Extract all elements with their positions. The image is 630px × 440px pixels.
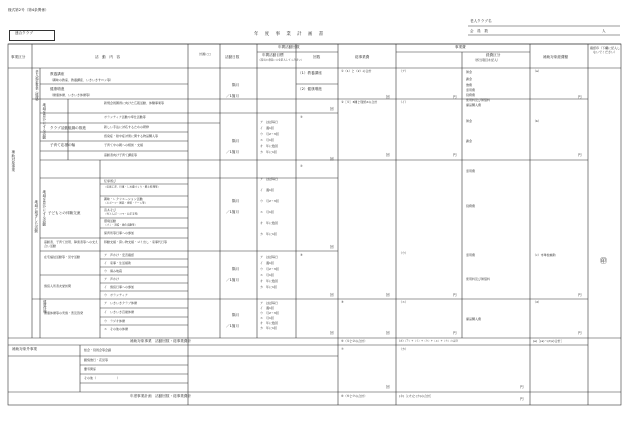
cost-non-unit: 円 bbox=[520, 385, 524, 389]
cost-grand-unit: 円 bbox=[520, 397, 524, 401]
friend-item-9: 保育所等行事への参加 bbox=[104, 231, 135, 235]
count-unit-5: 回 bbox=[330, 331, 334, 335]
section-non-subsidy: 補助対象外事業 bbox=[12, 347, 38, 351]
exp-b-1: 賃金 bbox=[466, 119, 473, 123]
target-c3: ウ 月2～3回 bbox=[260, 199, 279, 203]
exp-a-5: 役務費 bbox=[466, 93, 476, 97]
days-4: 隔月 bbox=[232, 267, 240, 271]
friend-item-1: 伝承遊び bbox=[104, 179, 117, 183]
elderly-item-1: 移動支援・買い物支援・ゴミ出し・家事代行等 bbox=[104, 240, 168, 244]
row-local-safety: 在宅福祉活動等・見守活動 bbox=[44, 255, 81, 259]
section-subsidy: 補助対象事業 bbox=[11, 150, 16, 172]
non-item-2: 観察旅行・花見等 bbox=[84, 358, 109, 362]
row-education: 教養講座 bbox=[50, 72, 65, 76]
count-total-3-unit: 回 bbox=[386, 293, 390, 297]
target-e2: イ 週1回 bbox=[260, 306, 274, 310]
row-health-promo: 健康増進 bbox=[50, 87, 65, 91]
exp-c-1: 需用費 bbox=[466, 253, 476, 257]
member-count-label: 会 員 数 bbox=[470, 29, 488, 33]
non-item-3: 慶弔関係 bbox=[84, 367, 97, 371]
exp-a-2: 謝金 bbox=[466, 77, 473, 81]
local-item-3: ウ 傷み地蔵 bbox=[104, 269, 123, 273]
cost-b-unit: 円 bbox=[453, 153, 457, 157]
non-item-4: その他（ ） bbox=[84, 376, 121, 380]
target-b3: ウ 月2～3回 bbox=[260, 132, 279, 136]
target-c4: エ 月1回 bbox=[260, 210, 274, 214]
exp-b-2: 謝金 bbox=[466, 139, 473, 143]
form-number: 様式第2号（第4条関係） bbox=[8, 8, 49, 12]
header-annual-note: （該当の項目に○を記入してください） bbox=[258, 58, 304, 62]
health-item-1: ア いきいきクラブ体操 bbox=[104, 301, 138, 305]
per-month-2: ／1箇月 bbox=[226, 150, 240, 154]
per-month-3: ／1箇月 bbox=[226, 210, 240, 214]
section-health-b: 健康体操 bbox=[42, 300, 47, 313]
subsidy-a: （a） bbox=[533, 69, 541, 73]
exp-b-3: 需用費 bbox=[466, 169, 476, 173]
header-subsidy-amount: 補助対象経費額 bbox=[543, 55, 569, 59]
header-expense-items: 経費区分 bbox=[486, 53, 501, 57]
days-5: 隔月 bbox=[232, 313, 240, 317]
subsidy-b-unit: 円 bbox=[578, 153, 582, 157]
friend-item-6: （竹とんぼ・コマ・お手玉等） bbox=[104, 212, 140, 216]
row-health-note: （健康体操、いきいき体操等） bbox=[50, 93, 93, 97]
target-d2: イ 週1回 bbox=[260, 261, 274, 265]
facility-item-2: イ 施設行事への参加 bbox=[104, 285, 135, 289]
subsidy-subtotal: (e)［(a)～(d)の合計］ bbox=[533, 339, 564, 343]
target-e6: カ 年に1回 bbox=[260, 326, 277, 330]
target-d1: ア ほぼ毎日 bbox=[260, 255, 279, 259]
count-subtotal: ⑥（①と②の合計） bbox=[341, 339, 368, 343]
health-item-3: ウ ラジオ体操 bbox=[104, 319, 126, 323]
club-item-2: ボランティア活動や奉仕活動等 bbox=[104, 115, 146, 119]
friend-item-7: 環境活動 bbox=[104, 219, 117, 223]
count-total-1: ①（1）と（2）の合計 bbox=[341, 69, 372, 73]
exp-a-4: 需用費 bbox=[466, 88, 476, 92]
row-elderly-support: 高齢者、子育て世帯、障害者等への支え合い活動 bbox=[44, 240, 99, 248]
count-grand: ⑧（⑥と⑦の合計） bbox=[341, 394, 368, 398]
facility-item-3: ウ ボランティア bbox=[104, 293, 128, 297]
exp-a-6: 使用料及び賃借料 bbox=[466, 98, 491, 102]
target-d3: ウ 月2～3回 bbox=[260, 267, 279, 271]
health-item-4: エ その他の体操 bbox=[104, 327, 129, 331]
count-marker-4: ⑤ bbox=[300, 253, 303, 257]
facility-item-1: ア 声かけ bbox=[104, 277, 120, 281]
target-b4: エ 月1回 bbox=[260, 138, 274, 142]
friend-item-8: （ゴミ・清掃・緑化活動等） bbox=[104, 223, 138, 227]
section-friendship-a: 地域を豊かにする活動 bbox=[42, 103, 47, 139]
subsidy-c: （c）市単独補助 bbox=[533, 253, 556, 257]
cost-c-unit: 円 bbox=[453, 293, 457, 297]
count-unit-3: 回 bbox=[330, 245, 334, 249]
exp-c-2: 使用料及び賃借料 bbox=[466, 277, 491, 281]
days-1: 隔月 bbox=[232, 83, 240, 87]
days-3: 隔月 bbox=[232, 199, 240, 203]
confirm-seal-icon: ㊞ bbox=[600, 257, 607, 265]
exp-a-1: 賃金 bbox=[466, 70, 473, 74]
count-total-2: ②［①］3種と別紙2の合計 bbox=[341, 100, 378, 104]
count-marker-3: ④ bbox=[300, 164, 303, 168]
count-marker-2: ③ bbox=[300, 115, 303, 119]
non-item-1: 総会・役員会等会議 bbox=[84, 348, 112, 352]
per-month-4: ／1箇月 bbox=[226, 278, 240, 282]
count-non: ⑦ bbox=[341, 347, 344, 351]
support-item-1: 子育て中の親への相談・支援 bbox=[104, 143, 144, 147]
subsidy-d-unit: 円 bbox=[578, 331, 582, 335]
support-item-2: 高齢者向け子育て講座等 bbox=[104, 153, 138, 157]
subsidy-d: （d） bbox=[533, 300, 541, 304]
exp-d-1: 備品購入費 bbox=[466, 317, 482, 321]
row-friendship-exchange: 子どもとの体験交流 bbox=[48, 211, 81, 215]
row-club-activity: クラブ活動組織の推進 bbox=[50, 126, 86, 130]
target-c6: カ 年に1回 bbox=[260, 232, 277, 236]
target-d4: エ 月1回 bbox=[260, 273, 274, 277]
exp-a-3: 旅費 bbox=[466, 83, 473, 87]
target-e4: エ 月1回 bbox=[260, 316, 274, 320]
cost-subtotal: (オ)（ア）+（イ）+（ウ）+（エ）+（カ）の合計 bbox=[399, 339, 458, 343]
target-b5: オ 年に数回 bbox=[260, 144, 279, 148]
friend-item-5: 昔あそび bbox=[104, 208, 117, 212]
target-c1: ア ほぼ毎日 bbox=[260, 177, 279, 181]
target-e1: ア ほぼ毎日 bbox=[260, 301, 279, 305]
per-month-1: ／1箇月 bbox=[226, 94, 240, 98]
exp-b-4: 役務費 bbox=[466, 204, 476, 208]
cost-grand: (キ)［(オ)と(カ)の合計］ bbox=[399, 394, 434, 398]
club-item-4: 感染症・熱中症対策に関する物品購入等 bbox=[104, 134, 159, 138]
club-item-1: 新規会員獲得に向けた広報活動、体験事業等 bbox=[104, 101, 165, 105]
header-expense-note: （該当項目を記入） bbox=[473, 58, 501, 62]
count-total-4: ⑤ bbox=[341, 300, 344, 304]
subsidy-b: （b） bbox=[533, 119, 541, 123]
subtotal-label: 補助対象事業 活動回数・総事業費計 bbox=[130, 339, 192, 343]
local-item-1: ア 声かけ・安否確認 bbox=[104, 253, 135, 257]
section-health: 老人福祉事業（健康） bbox=[34, 70, 39, 103]
page-title: 年 度 事 業 計 画 書 bbox=[254, 32, 325, 37]
section-community: 地域に根ざした活動 bbox=[34, 200, 39, 233]
grand-total-label: 年度事業計画 活動回数・総事業費計 bbox=[130, 394, 192, 398]
subsidy-c-unit: 円 bbox=[578, 293, 582, 297]
count-total-2-unit: 回 bbox=[386, 153, 390, 157]
per-month-5: ／1箇月 bbox=[226, 324, 240, 328]
header-annual-count: 年間活動回数 bbox=[278, 45, 300, 49]
count-non-unit: 回 bbox=[386, 385, 390, 389]
target-d5: オ 年に数回 bbox=[260, 279, 279, 283]
row-health-mgmt: 健康体操等の実施・普及啓発 bbox=[44, 311, 84, 315]
cost-d-unit: 円 bbox=[453, 331, 457, 335]
header-days: 活動日数 bbox=[225, 55, 240, 59]
exp-a-7: 備品購入費 bbox=[466, 103, 482, 107]
target-b2: イ 週1回 bbox=[260, 126, 274, 130]
target-b6: カ 年に1回 bbox=[260, 150, 277, 154]
target-a1: （1）教養講座 bbox=[298, 71, 322, 75]
header-plan: 計画に□ bbox=[199, 52, 211, 56]
target-c5: オ 年に数回 bbox=[260, 221, 279, 225]
target-d6: カ 年に1回 bbox=[260, 285, 277, 289]
header-count: 回数 bbox=[313, 55, 321, 59]
header-category: 事業区分 bbox=[11, 55, 26, 59]
club-item-3: 新しい手法に対応するための研修 bbox=[104, 125, 150, 129]
friend-item-2: （伝統工芸、行事・しめ縄づくり・郷土料理等） bbox=[104, 185, 161, 189]
count-unit-1: 回 bbox=[330, 107, 334, 111]
club-name-label: 老人クラブ名 bbox=[470, 19, 492, 23]
cost-b-label: （イ） bbox=[399, 100, 409, 104]
local-item-2: イ 家事・生活援助 bbox=[104, 261, 132, 265]
target-b1: ア ほぼ毎日 bbox=[260, 120, 279, 124]
cost-non-label: （カ） bbox=[399, 347, 409, 351]
count-total-4-unit: 回 bbox=[386, 331, 390, 335]
health-item-2: イ いきいき百歳体操 bbox=[104, 310, 135, 314]
target-c2: イ 週1回 bbox=[260, 188, 274, 192]
member-unit: 人 bbox=[602, 29, 606, 33]
cost-c-label: （ウ） bbox=[399, 251, 409, 255]
header-confirm: 確認印（下欄に記入しないでください） bbox=[590, 46, 621, 54]
federation-label: 連合クラブ bbox=[15, 31, 33, 35]
header-total-cost: 総事業費 bbox=[355, 55, 370, 59]
header-activity: 活 動 内 容 bbox=[95, 55, 121, 59]
cost-d-label: （エ） bbox=[399, 300, 409, 304]
friend-item-3: 趣味・レクリエーション活動 bbox=[104, 197, 143, 201]
target-a2: （2）健康増進 bbox=[298, 87, 322, 91]
cost-a-unit: 円 bbox=[453, 95, 457, 99]
row-facility-visit: 施設入所者友愛訪問 bbox=[44, 284, 72, 288]
target-e3: ウ 月2～3回 bbox=[260, 311, 279, 315]
subsidy-a-unit: 円 bbox=[578, 95, 582, 99]
cost-a-label: （ア） bbox=[399, 69, 409, 73]
section-friendship-b: 地域を豊かにする活動 bbox=[42, 190, 47, 226]
count-unit-4: 回 bbox=[330, 293, 334, 297]
header-business-cost: 事業費 bbox=[455, 45, 466, 49]
count-unit-2: 回 bbox=[330, 157, 334, 161]
days-2: 隔月 bbox=[232, 139, 240, 143]
target-e5: オ 年に数回 bbox=[260, 321, 279, 325]
header-annual-target: 年間活動目標 bbox=[262, 53, 284, 57]
friend-item-4: （スポーツ・囲碁・将棋・ゲーム等） bbox=[104, 201, 148, 205]
row-education-note: （趣味の教室、教養講座、いきいきサロン等） bbox=[50, 78, 114, 82]
count-total-1-unit: 回 bbox=[386, 95, 390, 99]
row-support-child: 子育て応援の輪 bbox=[50, 143, 76, 147]
